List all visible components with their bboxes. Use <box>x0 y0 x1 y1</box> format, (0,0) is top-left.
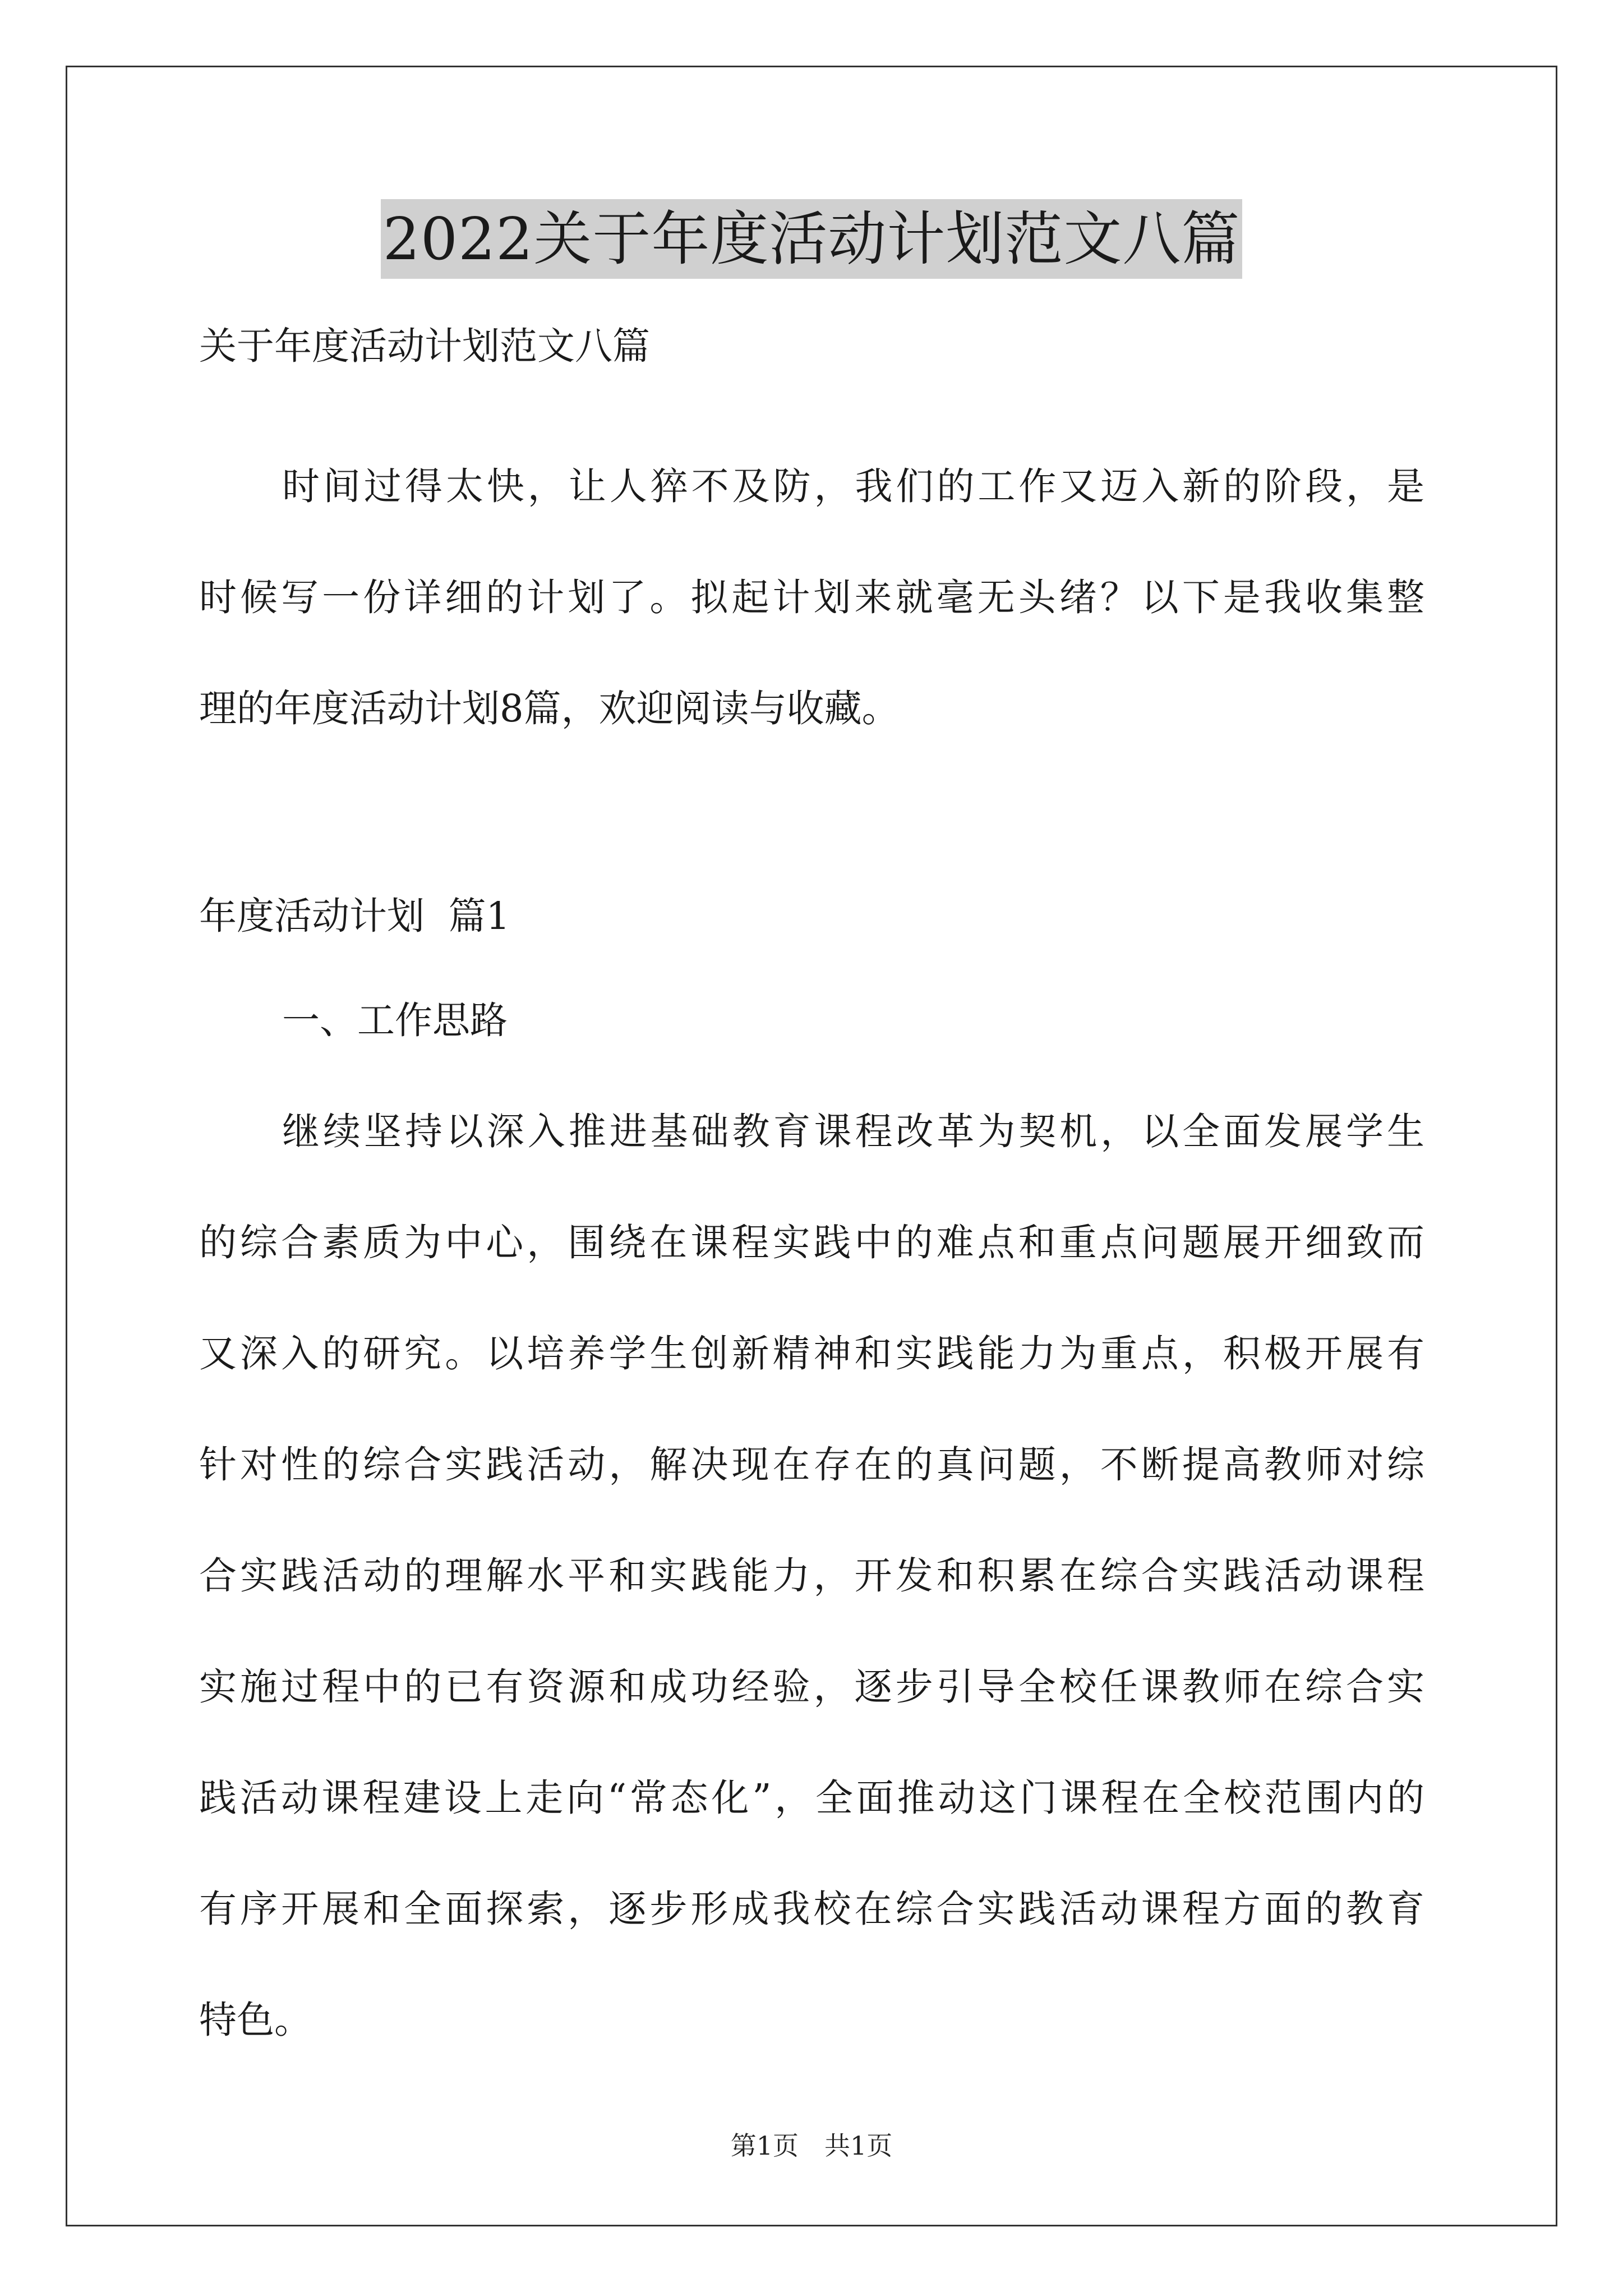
body-line: 有序开展和全面探索，逐步形成我校在综合实践活动课程方面的教育 <box>199 1887 1424 1931</box>
body-line: 特色。 <box>199 1998 312 2042</box>
body-line: 合实践活动的理解水平和实践能力，开发和积累在综合实践活动课程 <box>199 1554 1424 1598</box>
intro-line: 理的年度活动计划8篇，欢迎阅读与收藏。 <box>199 687 900 730</box>
body-line: 针对性的综合实践活动，解决现在存在的真问题，不断提高教师对综 <box>199 1443 1424 1487</box>
body-line: 又深入的研究。以培养学生创新精神和实践能力为重点，积极开展有 <box>199 1332 1424 1375</box>
page-number-total: 共1页 <box>824 2131 893 2161</box>
section-heading: 年度活动计划 篇1 <box>199 894 510 938</box>
body-line: 实施过程中的已有资源和成功经验，逐步引导全校任课教师在综合实 <box>199 1665 1424 1709</box>
subsection-heading: 一、工作思路 <box>282 999 508 1042</box>
body-line: 继续坚持以深入推进基础教育课程改革为契机，以全面发展学生 <box>282 1110 1424 1153</box>
document-title: 2022关于年度活动计划范文八篇 <box>381 199 1243 279</box>
intro-line: 时间过得太快，让人猝不及防，我们的工作又迈入新的阶段，是 <box>282 464 1424 508</box>
page-footer <box>0 2129 1623 2162</box>
intro-line: 时候写一份详细的计划了。拟起计划来就毫无头绪？以下是我收集整 <box>199 576 1424 619</box>
body-line: 践活动课程建设上走向“常态化”，全面推动这门课程在全校范围内的 <box>199 1776 1424 1820</box>
title-container <box>0 199 1623 279</box>
document-subtitle: 关于年度活动计划范文八篇 <box>199 324 650 368</box>
body-line: 的综合素质为中心，围绕在课程实践中的难点和重点问题展开细致而 <box>199 1221 1424 1264</box>
page-number-current: 第1页 <box>730 2131 799 2161</box>
